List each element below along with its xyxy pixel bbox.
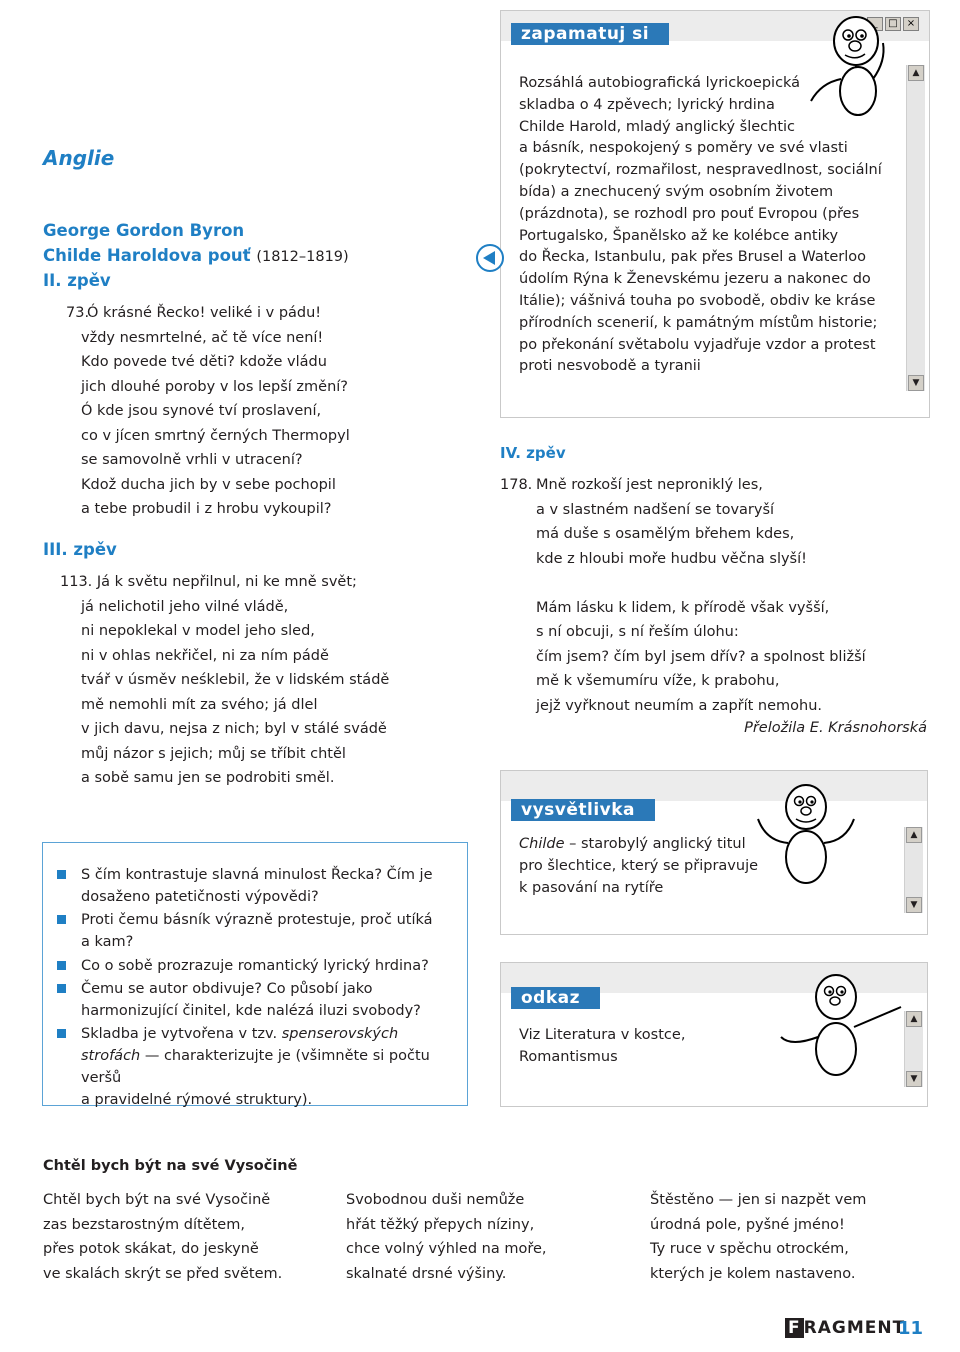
cartoon-character-icon	[746, 779, 866, 893]
window-label: odkaz	[511, 987, 600, 1009]
term: Childe	[519, 836, 565, 852]
verse-line: Chtěl bych být na své Vysočině	[43, 1192, 271, 1208]
square-bullet-icon	[57, 961, 66, 970]
verse-line: Kdo povede tvé děti? kdože vládu	[81, 354, 327, 370]
verse-line: můj názor s jejich; můj se tříbit chtěl	[81, 745, 346, 762]
verse-line: co v jícen smrtný černých Thermopyl	[81, 427, 350, 444]
question-text: a pravidelné rýmové struktury).	[81, 1092, 313, 1108]
logo-letter: F	[785, 1318, 804, 1338]
translator-credit: Přeložila E. Krásnohorská	[744, 720, 927, 736]
question-text: Co o sobě prozrazuje romantický lyrický hrdina?	[81, 958, 429, 974]
text-line: po překonání světabolu vyjadřuje vzdor a protest	[519, 336, 876, 353]
questions-box	[42, 842, 468, 1106]
text-line: – starobylý anglický titul	[564, 836, 746, 852]
maximize-icon[interactable]: □	[885, 17, 901, 31]
text-line: pro šlechtice, který se připravuje	[519, 857, 759, 874]
window-label: zapamatuj si	[511, 23, 669, 45]
scrollbar[interactable]	[904, 1011, 923, 1087]
text-line: Romantismus	[519, 1048, 618, 1065]
verse-line: mě k všemumíru víže, k prabohu,	[536, 673, 780, 689]
square-bullet-icon	[57, 1029, 66, 1038]
question-text: harmonizující činitel, kde nalézá iluzi svobody?	[81, 1003, 421, 1019]
question-item	[57, 1023, 457, 1111]
logo-text: RAGMENT	[803, 1318, 906, 1338]
poem-column-1	[43, 1188, 282, 1286]
verse-line: kterých je kolem nastaveno.	[650, 1265, 856, 1282]
verse-line: zas bezstarostným dítětem,	[43, 1216, 245, 1233]
verse-line: hřát těžký přepych níziny,	[346, 1216, 535, 1233]
scroll-up-icon[interactable]: ▲	[906, 1011, 922, 1027]
text-line: (prázdnota), se rozhodl pro pouť Evropou (přes	[519, 205, 860, 222]
work-heading	[43, 218, 443, 293]
stanza-number: 178.	[500, 477, 533, 493]
question-item	[57, 909, 457, 953]
text-line: (pokrytectví, rozmařilost, nespravedlnost, sociální	[519, 162, 882, 179]
verse-line: přes potok skákat, do jeskyně	[43, 1241, 259, 1257]
remember-window	[500, 10, 930, 418]
verse-line: úrodná pole, pyšné jméno!	[650, 1216, 845, 1233]
text-line: údolím Rýna k Ženevskému jezeru a nakonec do	[519, 271, 871, 288]
verse-line: v jich davu, nejsa z nich; byl v stálé svádě	[81, 721, 387, 737]
scroll-down-icon[interactable]: ▼	[908, 375, 924, 391]
verse-line: já nelichotil jeho vilné vládě,	[81, 598, 289, 615]
question-item	[57, 955, 457, 977]
poem-column-2	[346, 1188, 547, 1286]
question-text: Proti čemu básník výrazně protestuje, proč utíká	[81, 912, 433, 928]
section-title: Anglie	[43, 146, 115, 170]
verse-line: Štěstěno — jen si nazpět vem	[650, 1192, 867, 1208]
verse-line: vždy nesmrtelné, ač tě více není!	[81, 329, 324, 346]
author-name: George Gordon Byron	[43, 221, 245, 240]
question-italic: strofách	[81, 1048, 141, 1064]
text-line: bída) a znechucený svým osobním životem	[519, 183, 834, 200]
verse-line: má duše s osamělým břehem kdes,	[536, 526, 795, 542]
stanza-178	[500, 473, 866, 718]
stanza-number: 113.	[60, 574, 93, 590]
text-line: skladba o 4 zpěvech; lyrický hrdina	[519, 96, 775, 113]
verse-line: ve skalách skrýt se před světem.	[43, 1265, 283, 1282]
text-line: proti nesvobodě a tyranii	[519, 358, 701, 375]
scroll-down-icon[interactable]: ▼	[906, 1071, 922, 1087]
reference-window	[500, 962, 928, 1107]
verse-line: Ó kde jsou synové tví proslavení,	[81, 403, 322, 419]
poem-column-3	[650, 1188, 866, 1286]
question-text: Čemu se autor obdivuje? Co působí jako	[81, 981, 373, 997]
verse-line: tvář v úsměv neśklebil, že v lidském stádě	[81, 672, 390, 688]
scroll-down-icon[interactable]: ▼	[906, 897, 922, 913]
verse-line: kde z hloubi moře hudbu věčna slyší!	[536, 550, 807, 567]
text-line: Rozsáhlá autobiografická lyrickoepická	[519, 75, 801, 91]
verse-line	[500, 571, 866, 596]
verse-line: a tebe probudil i z hrobu vykoupil?	[81, 501, 332, 517]
verse-line: se samovolně vrhli v utracení?	[81, 452, 303, 468]
verse-line: Mám lásku k lidem, k přírodě však vyšší,	[536, 599, 830, 616]
verse-line: Ty ruce v spěchu otrockém,	[650, 1241, 849, 1257]
verse-line: jejž vyřknout neumím a zapřít nemohu.	[536, 697, 823, 714]
square-bullet-icon	[57, 984, 66, 993]
work-title-line	[43, 243, 443, 268]
question-item	[57, 864, 457, 908]
explanation-text	[519, 834, 758, 899]
verse-line: ni v ohlas nekřičel, ni za ním pádě	[81, 647, 329, 664]
reference-text	[519, 1025, 685, 1069]
publisher-logo	[785, 1318, 905, 1338]
remember-text	[519, 73, 882, 378]
scroll-up-icon[interactable]: ▲	[906, 827, 922, 843]
verse-line: a v slastném nadšení se tovaryší	[536, 501, 775, 518]
question-text: Skladba je vytvořena v tzv. spenserovských	[81, 1026, 399, 1042]
verse-line: mě nemohli mít za svého; já dlel	[81, 696, 318, 713]
work-title: Childe Haroldova pouť	[43, 246, 251, 265]
verse-line: Mně rozkoší jest neproniklý les,	[536, 477, 763, 493]
minimize-icon[interactable]: _	[867, 17, 883, 31]
verse-line: Já k světu nepřilnul, ni ke mně svět;	[96, 574, 357, 590]
stanza-113	[60, 570, 389, 791]
text-line: Itálie); vášnivá touha po svobodě, obdiv ke kráse	[519, 292, 876, 309]
question-italic: spenserovských	[281, 1026, 399, 1042]
work-years: (1812–1819)	[256, 249, 349, 265]
back-arrow-icon[interactable]	[476, 244, 504, 272]
page-number: 11	[898, 1318, 924, 1339]
scroll-up-icon[interactable]: ▲	[908, 65, 924, 81]
question-text: dosaženo patetičnosti výpovědi?	[81, 889, 319, 905]
text-line: Childe Harold, mladý anglický šlechtic	[519, 118, 796, 135]
text-line: k pasování na rytíře	[519, 879, 664, 896]
text-line: přírodních scenerií, k památným místům historie;	[519, 314, 878, 331]
window-label: vysvětlivka	[511, 799, 655, 821]
cartoon-pointing-character-icon	[751, 967, 921, 1091]
square-bullet-icon	[57, 915, 66, 924]
poem-title: Chtěl bych být na své Vysočině	[43, 1158, 298, 1174]
verse-line: jich dlouhé poroby v los lepší změní?	[81, 378, 348, 395]
verse-line: ni nepoklekal v model jeho sled,	[81, 623, 315, 639]
verse-line: Ó krásné Řecko! veliké i v pádu!	[87, 305, 322, 321]
text-line: a básník, nespokojený s poměry ve své vlasti	[519, 140, 848, 157]
question-item	[57, 978, 457, 1022]
question-text: a kam?	[81, 934, 134, 950]
verse-line: s ní obcuji, s ní řeším úlohu:	[536, 624, 739, 640]
verse-line: a sobě samu jen se podrobiti směl.	[81, 770, 335, 786]
verse-line: čím jsem? čím byl jsem dřív? a spolnost bližší	[536, 648, 866, 665]
verse-line: Kdož ducha jich by v sebe pochopil	[81, 476, 336, 493]
text-line: do Řecka, Istanbulu, pak přes Brusel a Waterloo	[519, 249, 867, 266]
verse-line: chce volný výhled na moře,	[346, 1241, 547, 1257]
square-bullet-icon	[57, 870, 66, 879]
stanza-73	[60, 301, 350, 522]
text-line: Portugalsko, Španělsko až ke kolébce antiky	[519, 227, 839, 244]
close-icon[interactable]: ×	[903, 17, 919, 31]
stanza-number: 73.	[66, 305, 90, 321]
verse-line: skalnaté drsné výšiny.	[346, 1265, 507, 1282]
text-line: Viz Literatura v kostce,	[519, 1027, 686, 1043]
canto-4-heading: IV. zpěv	[500, 444, 566, 462]
scrollbar[interactable]	[906, 65, 925, 391]
verse-line: Svobodnou duši nemůže	[346, 1192, 525, 1208]
canto-2-heading: II. zpěv	[43, 271, 111, 290]
question-text: strofách — charakterizujte je (všimněte si počtu veršů	[81, 1048, 430, 1086]
question-text: S čím kontrastuje slavná minulost Řecka? Čím je	[81, 867, 433, 883]
scrollbar[interactable]	[904, 827, 923, 913]
explanation-window	[500, 770, 928, 935]
canto-3-heading: III. zpěv	[43, 540, 117, 559]
